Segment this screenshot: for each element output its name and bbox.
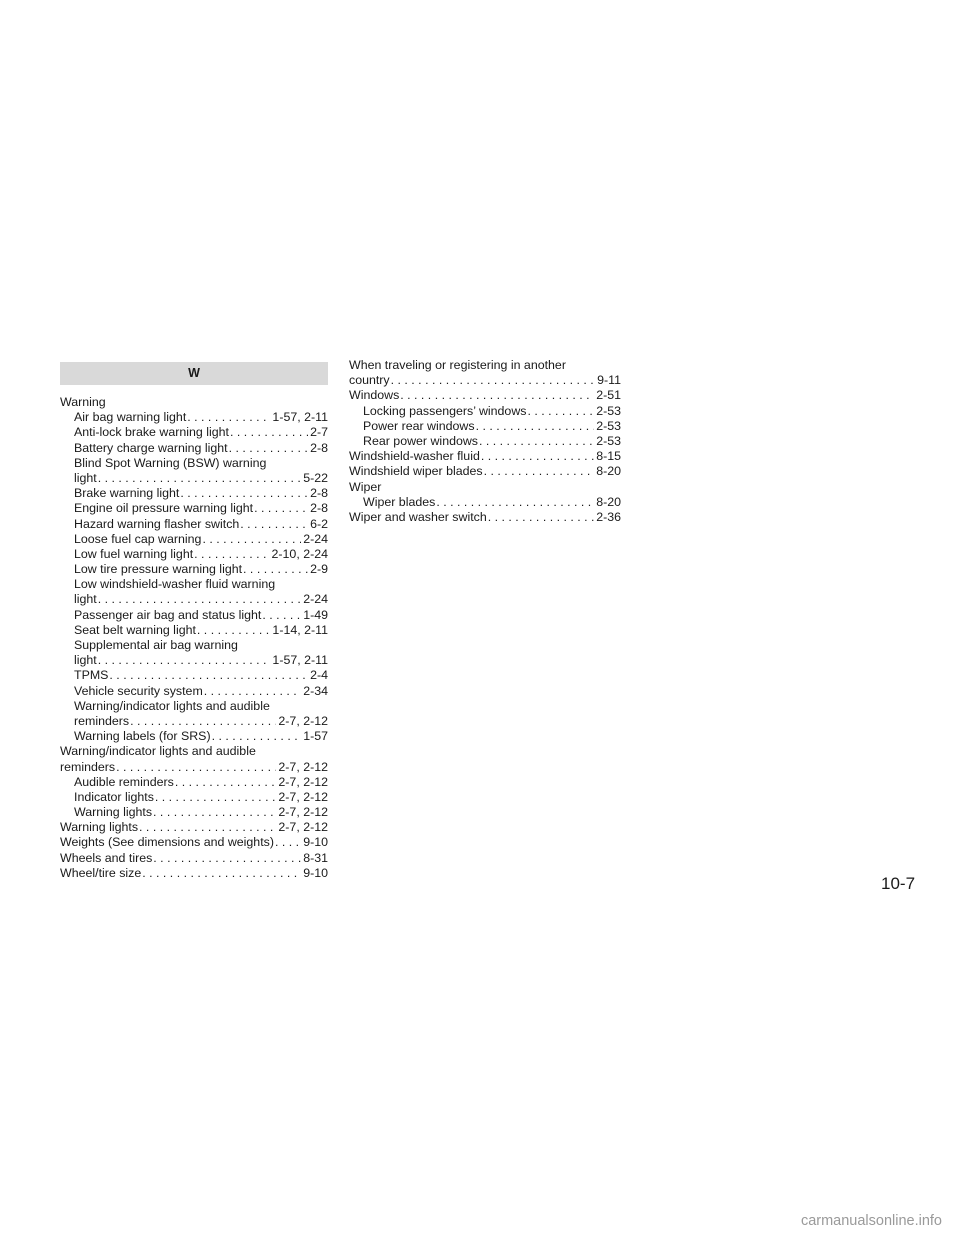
index-entry-term: Wiper and washer switch — [349, 509, 487, 524]
index-entry-term: reminders — [74, 713, 130, 728]
dot-leader — [253, 501, 308, 516]
index-entry — [349, 373, 621, 388]
index-entry-term: Passenger air bag and status light — [74, 607, 262, 622]
index-entry-heading: Warning/indicator lights and audible — [74, 698, 270, 713]
dot-leader — [487, 510, 594, 525]
index-entry-page: 2-53 — [596, 433, 621, 448]
index-entry-page: 1-14, 2-11 — [272, 622, 328, 637]
index-entry-term: Wheels and tires — [60, 850, 153, 865]
index-entry-term: Seat belt warning light — [74, 622, 196, 637]
index-entry-term: Audible reminders — [74, 774, 174, 789]
index-entry-page: 2-7, 2-12 — [278, 820, 328, 835]
dot-leader — [129, 714, 276, 729]
index-entry-term: Windshield-washer fluid — [349, 449, 480, 464]
index-entry — [60, 608, 328, 623]
index-entry — [60, 532, 328, 547]
dot-leader — [242, 562, 308, 577]
index-entry — [60, 851, 328, 866]
index-entry-term: Low tire pressure warning light — [74, 562, 243, 577]
dot-leader — [390, 373, 595, 388]
dot-leader — [211, 729, 302, 744]
dot-leader — [196, 623, 271, 638]
index-entry-page: 2-10, 2-24 — [271, 546, 328, 561]
index-entry-term: reminders — [60, 759, 116, 774]
index-entry — [60, 760, 328, 775]
index-entry-page: 2-53 — [596, 403, 621, 418]
index-entry-term: Low fuel warning light — [74, 546, 194, 561]
index-entry-term: Weights (See dimensions and weights) — [60, 835, 274, 850]
index-entry-term: Windows — [349, 388, 400, 403]
index-entry — [60, 517, 328, 532]
index-entry-page: 6-2 — [310, 516, 328, 531]
index-column-left — [60, 395, 328, 881]
dot-leader — [201, 532, 301, 547]
index-entry-page: 2-9 — [310, 562, 328, 577]
index-entry-heading: Wiper — [349, 479, 382, 494]
index-entry-term: Wheel/tire size — [60, 865, 142, 880]
index-entry-term: Warning lights — [60, 820, 139, 835]
index-entry — [60, 425, 328, 440]
dot-leader — [261, 608, 301, 623]
index-entry-term: Engine oil pressure warning light — [74, 501, 254, 516]
dot-leader — [274, 835, 301, 850]
dot-leader — [152, 851, 301, 866]
dot-leader — [141, 866, 301, 881]
dot-leader — [228, 441, 308, 456]
index-entry-term: Warning lights — [74, 805, 153, 820]
index-entry-term: Air bag warning light — [74, 410, 187, 425]
dot-leader — [203, 684, 301, 699]
index-entry-page: 2-7, 2-12 — [278, 713, 328, 728]
dot-leader — [193, 547, 269, 562]
index-entry-term: Hazard warning flasher switch — [74, 516, 240, 531]
index-entry-page: 2-7, 2-12 — [278, 774, 328, 789]
dot-leader — [229, 425, 308, 440]
dot-leader — [115, 760, 276, 775]
index-entry-page: 1-57, 2-11 — [272, 410, 328, 425]
dot-leader — [97, 653, 271, 668]
index-entry-heading: Low windshield-washer fluid warning — [74, 577, 276, 592]
index-entry-term: Loose fuel cap warning — [74, 531, 202, 546]
index-entry-term: Anti-lock brake warning light — [74, 425, 229, 440]
index-entry — [60, 623, 328, 638]
dot-leader — [97, 471, 301, 486]
index-entry — [349, 434, 621, 449]
index-entry — [60, 410, 328, 425]
index-entry — [60, 501, 328, 516]
index-entry-term: Locking passengers’ windows — [363, 403, 527, 418]
index-entry — [349, 464, 621, 479]
index-entry-page: 2-7, 2-12 — [278, 789, 328, 804]
index-entry-heading: When traveling or registering in another — [349, 358, 566, 372]
index-entry-page: 1-57 — [303, 729, 328, 744]
dot-leader — [179, 486, 308, 501]
index-entry — [60, 471, 328, 486]
dot-leader — [186, 410, 270, 425]
index-entry-term: Indicator lights — [74, 789, 154, 804]
index-entry — [60, 486, 328, 501]
index-entry-term: TPMS — [74, 668, 109, 683]
index-entry-page: 2-7, 2-12 — [278, 805, 328, 820]
section-header-w — [60, 362, 328, 385]
index-entry-page: 9-10 — [303, 865, 328, 880]
dot-leader — [152, 805, 276, 820]
index-entry-term: light — [74, 653, 97, 668]
index-entry-heading: Warning/indicator lights and audible — [60, 744, 256, 759]
index-entry — [60, 805, 328, 820]
index-entry — [60, 653, 328, 668]
index-entry — [349, 419, 621, 434]
index-entry-page: 9-11 — [597, 373, 621, 388]
index-entry — [60, 592, 328, 607]
index-column-right — [349, 358, 621, 525]
dot-leader — [483, 464, 595, 479]
index-entry-page: 2-8 — [310, 501, 328, 516]
index-entry-term: country — [349, 373, 390, 388]
index-entry — [60, 562, 328, 577]
index-entry-page: 2-34 — [303, 683, 328, 698]
section-letter: W — [188, 366, 200, 380]
index-entry-page: 2-53 — [596, 418, 621, 433]
index-entry-term: Rear power windows — [363, 433, 479, 448]
index-entry-page: 2-7, 2-12 — [278, 759, 328, 774]
dot-leader — [138, 820, 276, 835]
dot-leader — [435, 495, 594, 510]
index-entry-page: 8-31 — [303, 850, 328, 865]
index-entry-page: 2-7 — [310, 425, 328, 440]
index-entry-heading: Supplemental air bag warning — [74, 638, 238, 652]
dot-leader — [480, 449, 594, 464]
index-entry — [60, 820, 328, 835]
index-entry-term: Vehicle security system — [74, 683, 203, 698]
index-entry-term: light — [74, 470, 97, 485]
index-entry-page: 8-20 — [596, 494, 621, 509]
index-entry — [60, 441, 328, 456]
watermark-text: carmanualsonline.info — [800, 1213, 942, 1229]
dot-leader — [526, 404, 594, 419]
index-entry — [60, 866, 328, 881]
index-entry-page: 2-8 — [310, 486, 328, 501]
index-entry — [60, 790, 328, 805]
index-entry-page: 2-4 — [310, 668, 328, 683]
index-entry-heading: Warning — [60, 395, 106, 409]
index-entry-page: 1-49 — [303, 607, 328, 622]
index-entry-page: 2-36 — [596, 509, 621, 524]
index-entry-term: light — [74, 592, 97, 607]
index-entry — [60, 835, 328, 850]
index-entry-term: Brake warning light — [74, 486, 180, 501]
index-entry — [349, 449, 621, 464]
dot-leader — [97, 592, 301, 607]
index-entry-term: Windshield wiper blades — [349, 464, 483, 479]
index-entry-page: 2-51 — [596, 388, 621, 403]
index-entry-page: 9-10 — [303, 835, 328, 850]
index-entry — [60, 775, 328, 790]
index-entry — [349, 510, 621, 525]
index-entry — [60, 729, 328, 744]
index-entry — [60, 714, 328, 729]
index-entry-heading: Blind Spot Warning (BSW) warning — [74, 455, 267, 470]
index-entry-page: 2-24 — [303, 592, 328, 607]
index-entry-page: 1-57, 2-11 — [272, 653, 328, 668]
dot-leader — [475, 419, 595, 434]
index-entry-page: 2-24 — [303, 531, 328, 546]
dot-leader — [239, 517, 308, 532]
dot-leader — [108, 668, 308, 683]
dot-leader — [478, 434, 594, 449]
index-entry — [60, 668, 328, 683]
dot-leader — [174, 775, 277, 790]
index-entry-page: 5-22 — [303, 470, 328, 485]
page-number: 10-7 — [881, 874, 916, 893]
index-entry — [349, 495, 621, 510]
index-entry-page: 8-15 — [596, 449, 621, 464]
index-entry — [60, 684, 328, 699]
index-entry-term: Battery charge warning light — [74, 440, 228, 455]
index-entry-page: 8-20 — [596, 464, 621, 479]
index-entry — [349, 388, 621, 403]
dot-leader — [399, 388, 594, 403]
index-entry-term: Power rear windows — [363, 418, 475, 433]
dot-leader — [154, 790, 277, 805]
index-entry — [349, 404, 621, 419]
index-entry-term: Warning labels (for SRS) — [74, 729, 211, 744]
index-entry-term: Wiper blades — [363, 494, 436, 509]
index-entry-page: 2-8 — [310, 440, 328, 455]
index-entry — [60, 547, 328, 562]
